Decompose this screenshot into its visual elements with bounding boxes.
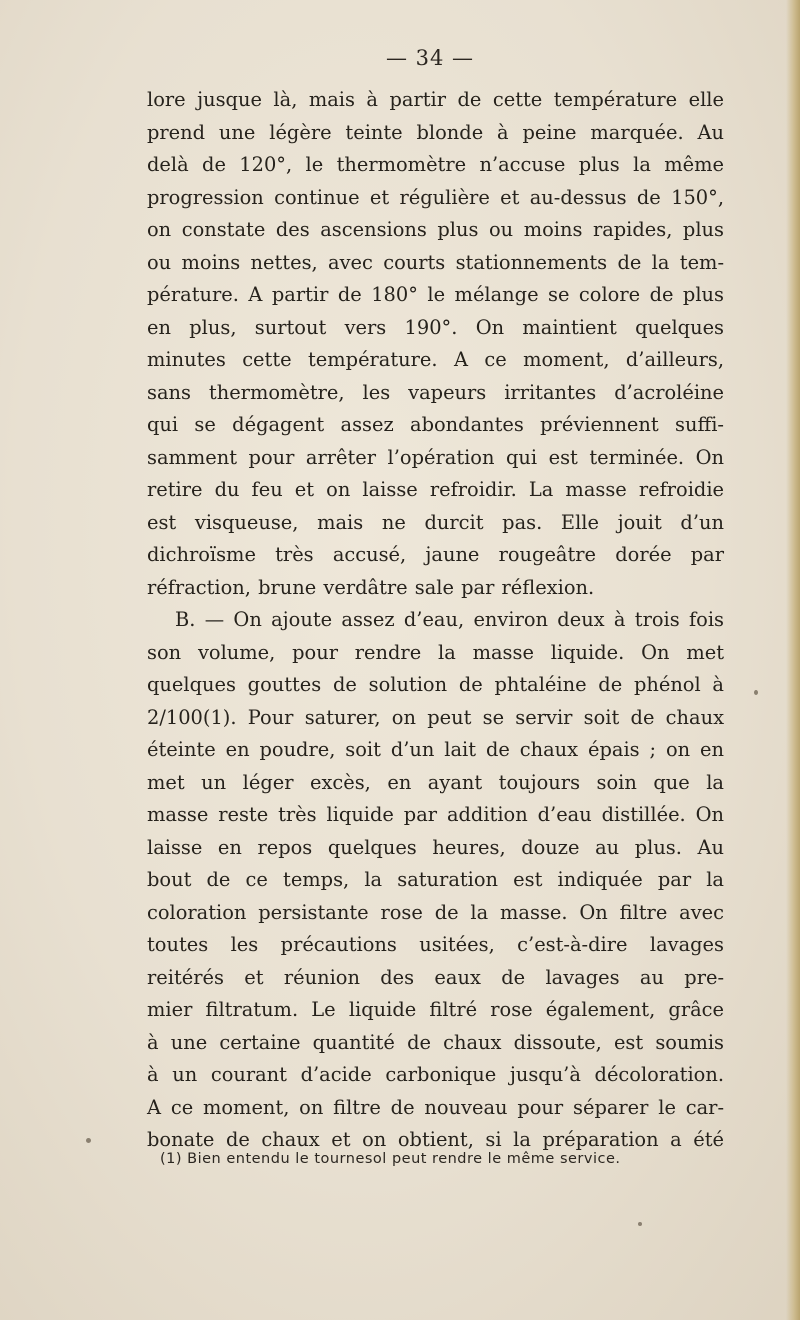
- page-edge: [786, 0, 800, 1320]
- text-line: 2/100(1). Pour saturer, on peut se servir soit de chaux: [147, 705, 724, 729]
- text-line: mier filtratum. Le liquide filtré rose également, grâce: [147, 998, 724, 1021]
- text-line: delà de 120°, le thermomètre n’accuse plus la même: [147, 153, 724, 176]
- text-line: samment pour arrêter l’opération qui est terminée. On: [147, 445, 724, 469]
- text-line: coloration persistante rose de la masse. On filtre avec: [147, 900, 724, 924]
- text-line: en plus, surtout vers 190°. On maintient quelques: [147, 315, 724, 339]
- text-line: à un courant d’acide carbonique jusqu’à décoloration.: [147, 1063, 724, 1086]
- text-line: dichroïsme très accusé, jaune rougeâtre dorée par: [147, 543, 724, 566]
- text-line: met un léger excès, en ayant toujours soin que la: [147, 770, 724, 794]
- text-line: toutes les précautions usitées, c’est-à-dire lavages: [147, 933, 724, 956]
- text-line: à une certaine quantité de chaux dissoute, est soumis: [147, 1030, 724, 1054]
- text-line: progression continue et régulière et au-dessus de 150°,: [147, 185, 724, 209]
- text-line: A ce moment, on filtre de nouveau pour séparer le car-: [147, 1095, 724, 1119]
- paper-speck: [638, 1222, 642, 1226]
- footnote: (1) Bien entendu le tournesol peut rendre le même service.: [160, 1151, 621, 1167]
- paper-speck: [86, 1138, 91, 1143]
- text-line: bout de ce temps, la saturation est indiquée par la: [147, 868, 724, 891]
- text-line: minutes cette température. A ce moment, d’ailleurs,: [147, 348, 724, 371]
- text-line: pérature. A partir de 180° le mélange se colore de plus: [147, 283, 724, 306]
- page-number: — 34 —: [385, 46, 475, 70]
- text-line: quelques gouttes de solution de phtaléine de phénol à: [147, 673, 724, 696]
- text-line: éteinte en poudre, soit d’un lait de chaux épais ; on en: [147, 738, 724, 761]
- text-line: qui se dégagent assez abondantes préviennent suffi-: [147, 413, 724, 436]
- text-line: lore jusque là, mais à partir de cette température elle: [147, 88, 724, 111]
- text-line: réfraction, brune verdâtre sale par réflexion.: [147, 575, 595, 599]
- text-line: sans thermomètre, les vapeurs irritantes d’acroléine: [147, 380, 724, 404]
- text-line: reitérés et réunion des eaux de lavages au pre-: [147, 965, 724, 989]
- text-line: bonate de chaux et on obtient, si la préparation a été: [147, 1128, 724, 1151]
- text-line: on constate des ascensions plus ou moins rapides, plus: [147, 218, 724, 241]
- paper-speck: [754, 690, 758, 695]
- text-line: prend une légère teinte blonde à peine marquée. Au: [147, 120, 724, 144]
- text-line: est visqueuse, mais ne durcit pas. Elle jouit d’un: [147, 510, 724, 534]
- text-line: masse reste très liquide par addition d’eau distillée. On: [147, 803, 724, 826]
- text-line: retire du feu et on laisse refroidir. La masse refroidie: [147, 478, 724, 501]
- text-line: laisse en repos quelques heures, douze au plus. Au: [147, 835, 724, 859]
- text-line: B. — On ajoute assez d’eau, environ deux à trois fois: [175, 608, 724, 631]
- text-line: ou moins nettes, avec courts stationnements de la tem-: [147, 250, 724, 274]
- body-text: [147, 84, 724, 1157]
- text-line: son volume, pour rendre la masse liquide. On met: [147, 640, 724, 664]
